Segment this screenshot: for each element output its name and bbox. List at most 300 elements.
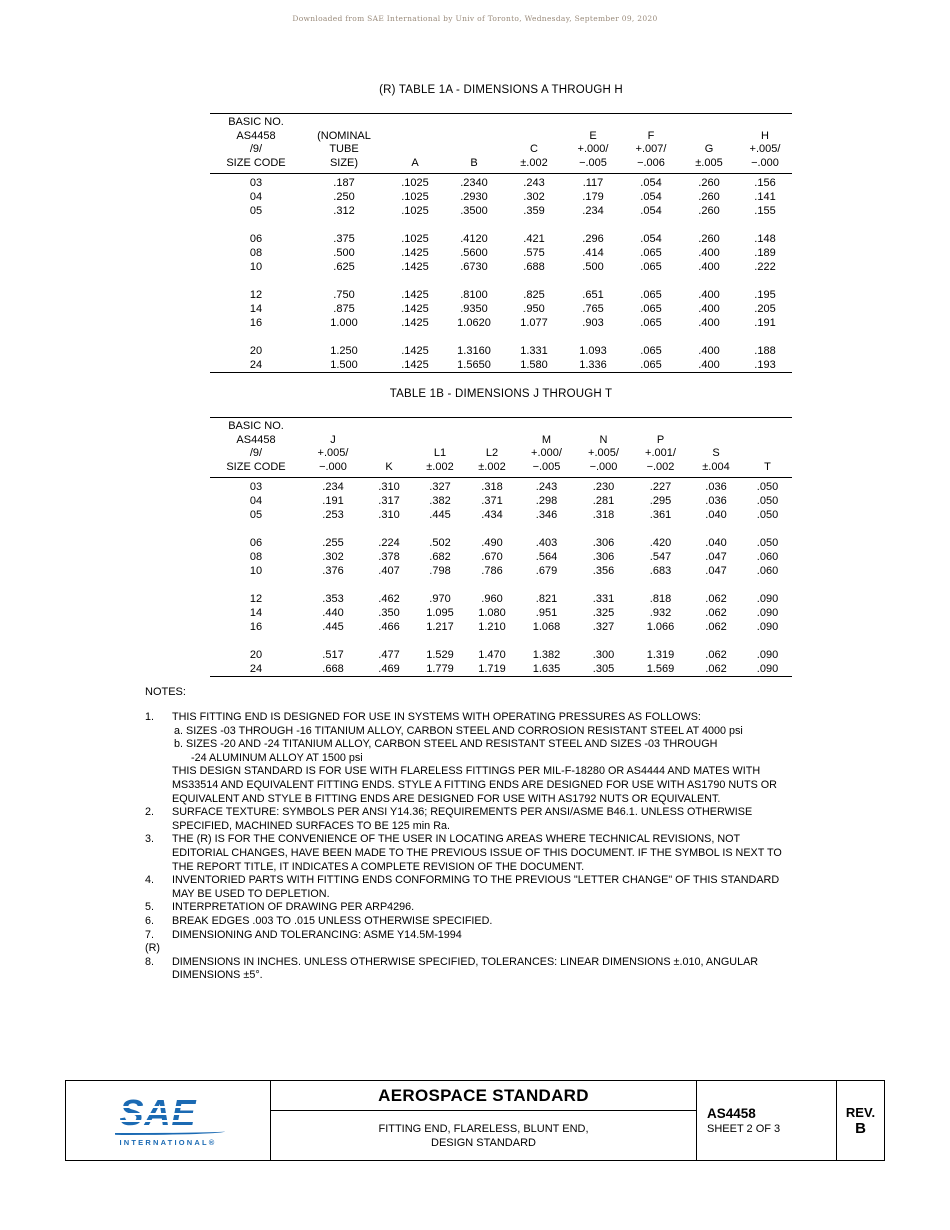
table-cell: .1025 — [401, 177, 429, 189]
table-row — [210, 478, 792, 495]
table-cell: .179 — [582, 191, 604, 203]
table-row — [210, 190, 792, 204]
logo-stripe — [114, 1113, 221, 1116]
table-row — [210, 344, 792, 358]
table-cell: .062 — [705, 607, 727, 619]
table-cell: 1.066 — [646, 621, 675, 633]
table-cell: 1.250 — [330, 345, 358, 357]
table-cell: .950 — [523, 303, 545, 315]
table-cell: .1025 — [401, 191, 429, 203]
note-item — [145, 833, 925, 874]
table-cell: .036 — [705, 481, 727, 493]
table-cell: 16 — [249, 317, 263, 329]
table-cell: .353 — [322, 593, 344, 605]
column-header: T — [743, 418, 792, 478]
table-cell: .062 — [705, 593, 727, 605]
table-cell: .195 — [754, 289, 776, 301]
table-cell: .062 — [705, 663, 727, 675]
column-header: G ±.005 — [680, 114, 738, 174]
table-cell: .462 — [378, 593, 400, 605]
table-cell: .440 — [322, 607, 344, 619]
table-cell: 1.077 — [520, 317, 548, 329]
document-subtitle-line1: FITTING END, FLARELESS, BLUNT END, — [378, 1122, 589, 1135]
table-cell: .054 — [640, 177, 662, 189]
table-cell: .040 — [705, 537, 727, 549]
table-cell: .060 — [756, 551, 779, 563]
revision-value: B — [855, 1119, 866, 1137]
table-row — [210, 288, 792, 302]
document-subtitle — [271, 1111, 696, 1160]
table-cell: .6730 — [460, 261, 488, 273]
note-number: 6. — [145, 914, 155, 927]
table-cell: 24 — [249, 359, 263, 371]
table-cell: .065 — [640, 359, 662, 371]
table-cell: .421 — [523, 233, 545, 245]
table-cell: .054 — [640, 233, 662, 245]
table-cell: .1425 — [401, 261, 429, 273]
table-cell: .050 — [756, 481, 779, 493]
group-spacer-row — [210, 330, 792, 344]
table-cell: 12 — [249, 289, 263, 301]
title-block-number-cell — [696, 1081, 836, 1160]
table-cell: .302 — [322, 551, 344, 563]
table-cell: .224 — [378, 537, 400, 549]
table-row — [210, 536, 792, 550]
table-cell: .3500 — [460, 205, 488, 217]
table-cell: .090 — [756, 607, 779, 619]
table-row — [210, 174, 792, 191]
table-cell: .062 — [705, 649, 727, 661]
table-cell: .5600 — [460, 247, 488, 259]
note-item — [145, 711, 925, 806]
table-cell: .8100 — [460, 289, 488, 301]
column-header: A — [386, 114, 444, 174]
table-cell: .036 — [705, 495, 727, 507]
table-cell: .050 — [756, 509, 779, 521]
table-cell: .306 — [592, 537, 615, 549]
column-header: H +.005/ −.000 — [738, 114, 792, 174]
sae-logo-icon — [119, 1095, 216, 1147]
table-cell: .682 — [429, 551, 451, 563]
table-cell: .376 — [322, 565, 344, 577]
table-cell: .1425 — [401, 359, 429, 371]
note-text: INVENTORIED PARTS WITH FITTING ENDS CONFORMING TO THE PREVIOUS "LETTER CHANGE" OF THIS STANDARD MAY BE USED TO DEPLETION. — [172, 874, 780, 900]
table-cell: .490 — [481, 537, 503, 549]
table-cell: .296 — [582, 233, 604, 245]
table-cell: 08 — [249, 247, 263, 259]
table-cell: .400 — [698, 317, 720, 329]
table-cell: 12 — [249, 593, 263, 605]
table-cell: .191 — [322, 495, 344, 507]
table-cell: 04 — [249, 191, 263, 203]
table-cell: .205 — [754, 303, 776, 315]
table-cell: .9350 — [460, 303, 488, 315]
column-header: P +.001/ −.002 — [632, 418, 689, 478]
table-cell: .821 — [535, 593, 558, 605]
table-cell: .054 — [640, 205, 662, 217]
table-cell: .651 — [582, 289, 604, 301]
table-cell: .668 — [322, 663, 344, 675]
table-cell: .298 — [535, 495, 558, 507]
table-cell: .065 — [640, 345, 662, 357]
table-cell: .361 — [649, 509, 672, 521]
table-header-row — [210, 114, 792, 174]
table-cell: .825 — [523, 289, 545, 301]
table-cell: .090 — [756, 621, 779, 633]
note-text — [172, 942, 925, 956]
table-cell: .1425 — [401, 303, 429, 315]
table-cell: .670 — [481, 551, 503, 563]
note-item — [145, 956, 925, 983]
table-cell: .312 — [333, 205, 355, 217]
table-cell: .227 — [649, 481, 672, 493]
table-row — [210, 606, 792, 620]
table-cell: 1.000 — [330, 317, 358, 329]
table-1a-title: (R) TABLE 1A - DIMENSIONS A THROUGH H — [379, 84, 623, 96]
table-cell: .688 — [523, 261, 545, 273]
table-cell: 1.500 — [330, 359, 358, 371]
table-cell: 05 — [249, 205, 263, 217]
table-cell: 1.5650 — [457, 359, 491, 371]
table-cell: 08 — [249, 551, 263, 563]
table-cell: .517 — [322, 649, 344, 661]
table-cell: .281 — [592, 495, 615, 507]
table-row — [210, 232, 792, 246]
table-cell: 1.336 — [579, 359, 607, 371]
table-cell: .253 — [322, 509, 344, 521]
table-cell: 1.068 — [532, 621, 561, 633]
column-header: C ±.002 — [504, 114, 564, 174]
column-header: L1 ±.002 — [414, 418, 466, 478]
table-cell: 1.569 — [646, 663, 675, 675]
table-cell: .445 — [322, 621, 344, 633]
table-cell: .2930 — [460, 191, 488, 203]
column-header: J +.005/ −.000 — [302, 418, 364, 478]
table-cell: .564 — [535, 551, 558, 563]
table-cell: .050 — [756, 495, 779, 507]
table-cell: .234 — [322, 481, 344, 493]
table-cell: 1.529 — [426, 649, 454, 661]
note-item — [145, 942, 925, 956]
note-text: INTERPRETATION OF DRAWING PER ARP4296. — [172, 901, 415, 914]
table-cell: 20 — [249, 649, 263, 661]
table-row — [210, 260, 792, 274]
column-header: (NOMINAL TUBE SIZE) — [302, 114, 386, 174]
table-cell: 10 — [249, 261, 263, 273]
table-cell: .325 — [592, 607, 615, 619]
table-cell: .065 — [640, 247, 662, 259]
table-cell: .065 — [640, 303, 662, 315]
table-cell: .1425 — [401, 289, 429, 301]
title-block — [65, 1080, 885, 1161]
table-cell: .188 — [754, 345, 776, 357]
table-cell: .445 — [429, 509, 451, 521]
group-spacer-row — [210, 274, 792, 288]
table-cell: 05 — [249, 509, 263, 521]
table-cell: .818 — [649, 593, 672, 605]
note-number: (R) — [145, 942, 160, 955]
table-cell: .305 — [592, 663, 615, 675]
table-cell: .400 — [698, 345, 720, 357]
table-cell: .040 — [705, 509, 727, 521]
table-cell: .371 — [481, 495, 503, 507]
group-spacer-row — [210, 578, 792, 592]
table-cell: .1025 — [401, 205, 429, 217]
sae-logo-subtext: INTERNATIONAL® — [119, 1137, 217, 1147]
table-cell: .970 — [429, 593, 451, 605]
table-cell: .191 — [754, 317, 776, 329]
table-cell: .156 — [754, 177, 776, 189]
title-block-main-cell — [270, 1081, 696, 1160]
table-cell: .141 — [754, 191, 776, 203]
table-cell: .2340 — [460, 177, 488, 189]
table-row — [210, 508, 792, 522]
table-cell: .420 — [649, 537, 672, 549]
table-cell: .189 — [754, 247, 776, 259]
note-number: 4. — [145, 874, 155, 887]
table-cell: .230 — [592, 481, 615, 493]
table-cell: .1425 — [401, 317, 429, 329]
note-number: 5. — [145, 901, 155, 914]
table-cell: .414 — [582, 247, 604, 259]
document-subtitle-line2: DESIGN STANDARD — [431, 1136, 536, 1149]
table-cell: .575 — [523, 247, 545, 259]
table-cell: .625 — [333, 261, 355, 273]
note-text: THE (R) IS FOR THE CONVENIENCE OF THE USER IN LOCATING AREAS WHERE TECHNICAL REVISIONS, NOT EDITORIAL CHANGES, HAVE BEEN MADE TO THE PREVIOUS ISSUE OF THIS DOCUMENT. IF THE SYMBOL IS NEXT TO THE REPORT TITLE, IT INDICATES A COMPLETE REVISION OF THE DOCUMENT. — [172, 833, 782, 873]
note-text: BREAK EDGES .003 TO .015 UNLESS OTHERWISE SPECIFIED. — [172, 914, 493, 927]
table-cell: .193 — [754, 359, 776, 371]
title-block-logo-cell — [66, 1081, 270, 1160]
note-item — [145, 874, 925, 901]
table-row — [210, 302, 792, 316]
table-cell: .400 — [698, 359, 720, 371]
group-spacer-row — [210, 634, 792, 648]
revision-label: REV. — [845, 1104, 876, 1120]
table-cell: .350 — [378, 607, 400, 619]
note-item — [145, 915, 925, 929]
table-cell: .065 — [640, 317, 662, 329]
table-cell: .786 — [481, 565, 503, 577]
table-cell: 20 — [249, 345, 263, 357]
table-row — [210, 648, 792, 662]
table-cell: 14 — [249, 607, 263, 619]
table-row — [210, 564, 792, 578]
table-cell: .260 — [698, 177, 720, 189]
column-header: E +.000/ −.005 — [564, 114, 622, 174]
column-header: N +.005/ −.000 — [575, 418, 632, 478]
note-number: 7. — [145, 928, 155, 941]
table-cell: .500 — [333, 247, 355, 259]
table-cell: .302 — [523, 191, 545, 203]
note-number: 2. — [145, 806, 155, 819]
table-cell: 03 — [249, 481, 263, 493]
table-cell: .117 — [582, 177, 604, 189]
table-row — [210, 204, 792, 218]
table-cell: .875 — [333, 303, 355, 315]
table-cell: .683 — [649, 565, 672, 577]
note-text: DIMENSIONS IN INCHES. UNLESS OTHERWISE SPECIFIED, TOLERANCES: LINEAR DIMENSIONS ±.010, ANGULAR DIMENSIONS ±5°. — [172, 955, 759, 982]
note-item — [145, 929, 925, 943]
table-cell: .222 — [754, 261, 776, 273]
table-cell: 1.093 — [579, 345, 607, 357]
table-cell: 1.580 — [520, 359, 548, 371]
table-cell: .327 — [429, 481, 451, 493]
table-cell: .243 — [535, 481, 558, 493]
group-spacer-row — [210, 218, 792, 232]
table-cell: .090 — [756, 649, 779, 661]
table-cell: .378 — [378, 551, 400, 563]
table-cell: 06 — [249, 233, 263, 245]
table-cell: .466 — [378, 621, 400, 633]
table-cell: .375 — [333, 233, 355, 245]
table-cell: .090 — [756, 593, 779, 605]
table-cell: 1.719 — [478, 663, 506, 675]
note-number: 3. — [145, 833, 155, 846]
table-cell: .243 — [523, 177, 545, 189]
table-cell: 1.0620 — [457, 317, 491, 329]
table-cell: .547 — [649, 551, 672, 563]
table-cell: 1.331 — [520, 345, 548, 357]
column-header: M +.000/ −.005 — [518, 418, 575, 478]
table-cell: .4120 — [460, 233, 488, 245]
table-cell: .403 — [535, 537, 558, 549]
table-cell: .500 — [582, 261, 604, 273]
table-row — [210, 494, 792, 508]
table-cell: .054 — [640, 191, 662, 203]
table-cell: .065 — [640, 261, 662, 273]
table-1b-title: TABLE 1B - DIMENSIONS J THROUGH T — [389, 388, 613, 400]
table-cell: .260 — [698, 191, 720, 203]
table-cell: .047 — [705, 565, 727, 577]
table-cell: .260 — [698, 205, 720, 217]
note-number: 1. — [145, 711, 155, 723]
table-cell: .407 — [378, 565, 400, 577]
table-cell: .1425 — [401, 345, 429, 357]
sheet-number: SHEET 2 OF 3 — [707, 1122, 781, 1135]
column-header: K — [364, 418, 414, 478]
table-cell: .359 — [523, 205, 545, 217]
table-cell: .477 — [378, 649, 400, 661]
logo-stripe — [114, 1106, 221, 1109]
table-row — [210, 550, 792, 564]
download-watermark: Downloaded from SAE International by Univ of Toronto, Wednesday, September 09, 2020 — [292, 14, 658, 23]
table-cell: .750 — [333, 289, 355, 301]
table-row — [210, 316, 792, 330]
table-cell: .260 — [698, 233, 720, 245]
table-cell: .469 — [378, 663, 400, 675]
table-cell: .310 — [378, 509, 400, 521]
table-cell: .065 — [640, 289, 662, 301]
table-header-row — [210, 418, 792, 478]
note-item — [145, 901, 925, 915]
table-cell: .062 — [705, 621, 727, 633]
notes-list — [145, 711, 925, 983]
table-cell: 1.382 — [532, 649, 561, 661]
table-cell: .300 — [592, 649, 615, 661]
table-cell: .1425 — [401, 247, 429, 259]
table-cell: .960 — [481, 593, 503, 605]
table-cell: 14 — [249, 303, 263, 315]
table-cell: 04 — [249, 495, 263, 507]
table-cell: .148 — [754, 233, 776, 245]
table-cell: .679 — [535, 565, 558, 577]
column-header: BASIC NO. AS4458 /9/ SIZE CODE — [210, 418, 302, 478]
column-header: S ±.004 — [689, 418, 743, 478]
table-cell: .090 — [756, 663, 779, 675]
table-cell: .1025 — [401, 233, 429, 245]
table-cell: 1.210 — [478, 621, 506, 633]
table-cell: 1.319 — [646, 649, 675, 661]
table-cell: .234 — [582, 205, 604, 217]
note-text: DIMENSIONING AND TOLERANCING: ASME Y14.5M-1994 — [172, 928, 462, 941]
table-cell: 16 — [249, 621, 263, 633]
table-cell: .798 — [429, 565, 451, 577]
column-header: BASIC NO. AS4458 /9/ SIZE CODE — [210, 114, 302, 174]
table-cell: .951 — [535, 607, 558, 619]
column-header: L2 ±.002 — [466, 418, 518, 478]
table-cell: .903 — [582, 317, 604, 329]
table-cell: .502 — [429, 537, 451, 549]
table-cell: 1.635 — [532, 663, 561, 675]
group-spacer-row — [210, 522, 792, 536]
table-cell: .155 — [754, 205, 776, 217]
table-cell: .400 — [698, 289, 720, 301]
document-number: AS4458 — [707, 1105, 756, 1121]
table-cell: .050 — [756, 537, 779, 549]
table-cell: .317 — [378, 495, 400, 507]
dimensions-table-1a — [210, 113, 792, 373]
table-row — [210, 358, 792, 373]
table-cell: 03 — [249, 177, 263, 189]
table-cell: .295 — [649, 495, 672, 507]
column-header: B — [444, 114, 504, 174]
table-cell: .047 — [705, 551, 727, 563]
table-cell: 1.779 — [426, 663, 454, 675]
table-cell: .255 — [322, 537, 344, 549]
table-cell: 1.470 — [478, 649, 506, 661]
table-cell: .060 — [756, 565, 779, 577]
note-text: THIS FITTING END IS DESIGNED FOR USE IN SYSTEMS WITH OPERATING PRESSURES AS FOLLOWS: a. SIZES -03 THROUGH -16 TITANIUM ALLOY, CARBON STEEL AND CORROSION RESISTANT STEEL AT 4000 psi b. SIZES -20 AND -24 TITANIUM ALLOY, CARBON STEEL AND RESISTANT STEEL AND SIZES -03 THROUGH -24 ALUMINUM ALLOY AT 1500 psi THIS DESIGN STANDARD IS FOR USE WITH FLARELESS FITTINGS PER MIL-F-18280 OR AS4444 AND MATES WITH MS33514 AND EQUIVALENT FITTING ENDS. STYLE A FITTING ENDS ARE DESIGNED FOR USE WITH AS1790 NUTS OR EQUIVALENT AND STYLE B FITTING ENDS ARE DESIGNED FOR USE WITH AS1792 NUTS OR EQUIVALENT. — [172, 711, 777, 805]
table-cell: .327 — [592, 621, 615, 633]
notes-heading: NOTES: — [145, 686, 186, 698]
table-cell: .400 — [698, 303, 720, 315]
table-cell: .765 — [582, 303, 604, 315]
table-row — [210, 592, 792, 606]
table-cell: .434 — [481, 509, 503, 521]
table-cell: .400 — [698, 261, 720, 273]
table-cell: .346 — [535, 509, 558, 521]
table-cell: .331 — [592, 593, 615, 605]
table-row — [210, 662, 792, 677]
table-cell: 1.080 — [478, 607, 506, 619]
table-cell: .400 — [698, 247, 720, 259]
table-row — [210, 246, 792, 260]
table-cell: 1.3160 — [457, 345, 491, 357]
table-cell: .318 — [481, 481, 503, 493]
column-header: F +.007/ −.006 — [622, 114, 680, 174]
table-cell: .250 — [333, 191, 355, 203]
table-cell: 10 — [249, 565, 263, 577]
note-number: 8. — [145, 955, 155, 968]
table-cell: .382 — [429, 495, 451, 507]
table-cell: 24 — [249, 663, 263, 675]
table-cell: .318 — [592, 509, 615, 521]
title-block-revision-cell — [836, 1081, 884, 1160]
table-row — [210, 620, 792, 634]
table-cell: .356 — [592, 565, 615, 577]
note-item — [145, 806, 925, 833]
table-cell: .306 — [592, 551, 615, 563]
